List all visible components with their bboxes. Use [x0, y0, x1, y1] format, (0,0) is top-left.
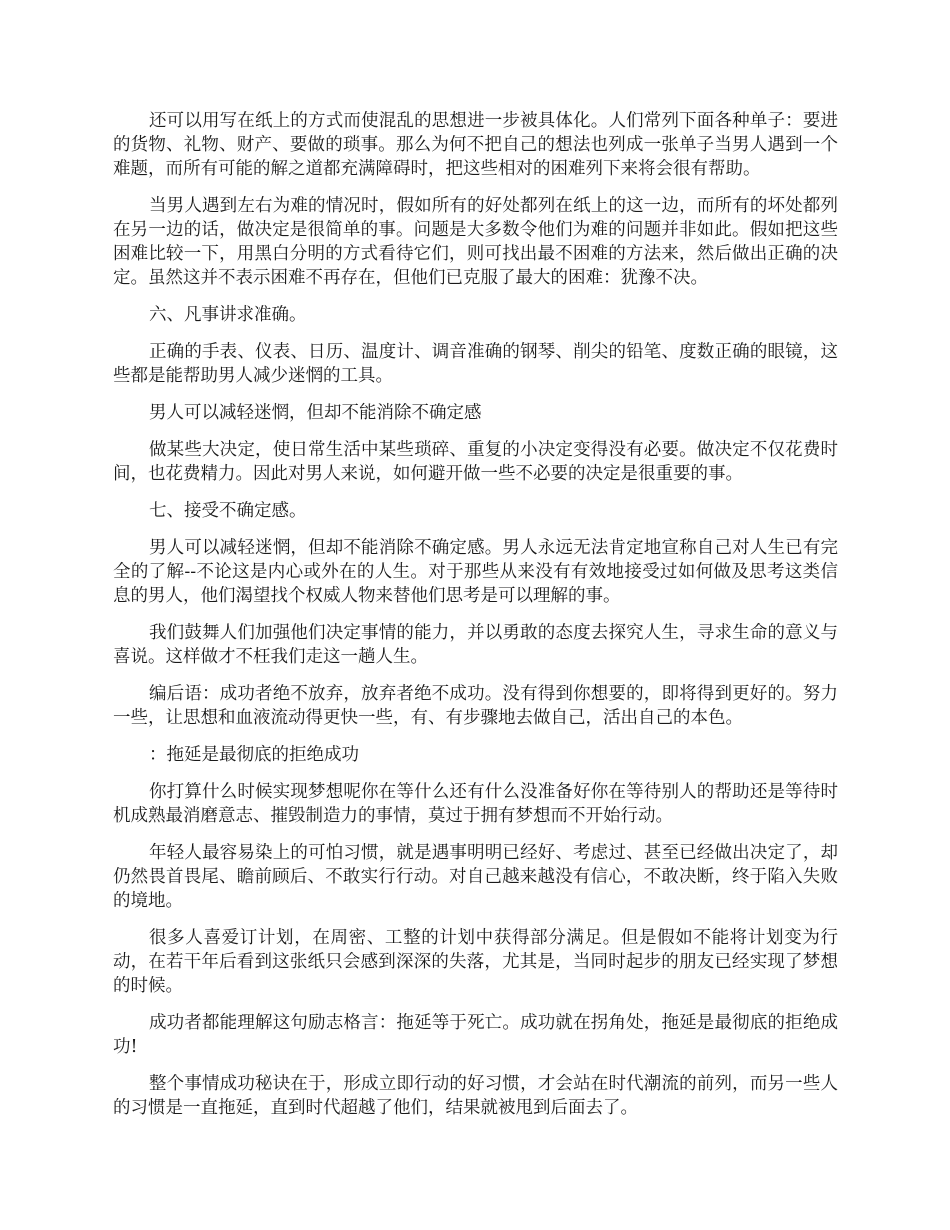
paragraph: 做某些大决定，使日常生活中某些琐碎、重复的小决定变得没有必要。做决定不仅花费时间，也花费精力。因此对男人来说，如何避开做一些不必要的决定是很重要的事。 [113, 440, 838, 484]
paragraph: 男人可以减轻迷惘，但却不能消除不确定感。男人永远无法肯定地宣称自己对人生已有完全的了解--不论这是内心或外在的人生。对于那些从来没有有效地接受过如何做及思考这类信息的男人，他们渴望找个权威人物来替他们思考是可以理解的事。 [113, 538, 838, 606]
document-body [113, 109, 838, 1133]
paragraph: 成功者都能理解这句励志格言：拖延等于死亡。成功就在拐角处，拖延是最彻底的拒绝成功! [113, 1013, 838, 1057]
paragraph: 很多人喜爱订计划，在周密、工整的计划中获得部分满足。但是假如不能将计划变为行动，在若干年后看到这张纸只会感到深深的失落，尤其是，当同时起步的朋友已经实现了梦想的时候。 [113, 928, 838, 996]
paragraph: 还可以用写在纸上的方式而使混乱的思想进一步被具体化。人们常列下面各种单子：要进的货物、礼物、财产、要做的琐事。那么为何不把自己的想法也列成一张单子当男人遇到一个难题，而所有可能的解之道都充满障碍时，把这些相对的困难列下来将会很有帮助。 [113, 111, 838, 179]
section-heading: 六、凡事讲求准确。 [149, 305, 307, 325]
paragraph: 我们鼓舞人们加强他们决定事情的能力，并以勇敢的态度去探究人生，寻求生命的意义与喜说。这样做才不枉我们走这一趟人生。 [113, 623, 838, 667]
paragraph: 当男人遇到左右为难的情况时，假如所有的好处都列在纸上的这一边，而所有的坏处都列在另一边的话，做决定是很简单的事。问题是大多数令他们为难的问题并非如此。假如把这些困难比较一下，用黑白分明的方式看待它们，则可找出最不困难的方法来，然后做出正确的决定。虽然这并不表示困难不再存在，但他们已克服了最大的困难：犹豫不决。 [113, 196, 838, 288]
paragraph: 年轻人最容易染上的可怕习惯，就是遇事明明已经好、考虑过、甚至已经做出决定了，却仍然畏首畏尾、瞻前顾后、不敢实行行动。对自己越来越没有信心，不敢决断，终于陷入失败的境地。 [113, 843, 838, 911]
paragraph: 正确的手表、仪表、日历、温度计、调音准确的钢琴、削尖的铅笔、度数正确的眼镜，这些都是能帮助男人减少迷惘的工具。 [113, 342, 838, 386]
paragraph: 整个事情成功秘诀在于，形成立即行动的好习惯，才会站在时代潮流的前列，而另一些人的习惯是一直拖延，直到时代超越了他们，结果就被甩到后面去了。 [113, 1074, 838, 1118]
paragraph: 编后语：成功者绝不放弃，放弃者绝不成功。没有得到你想要的，即将得到更好的。努力一些，让思想和血液流动得更快一些，有、有步骤地去做自己，活出自己的本色。 [113, 684, 838, 728]
subheading: 男人可以减轻迷惘，但却不能消除不确定感 [149, 403, 482, 423]
section-heading: 七、接受不确定感。 [149, 501, 307, 521]
subheading: ：拖延是最彻底的拒绝成功 [149, 745, 359, 765]
paragraph: 你打算什么时候实现梦想呢你在等什么还有什么没准备好你在等待别人的帮助还是等待时机成熟最消磨意志、摧毁制造力的事情，莫过于拥有梦想而不开始行动。 [113, 782, 838, 826]
